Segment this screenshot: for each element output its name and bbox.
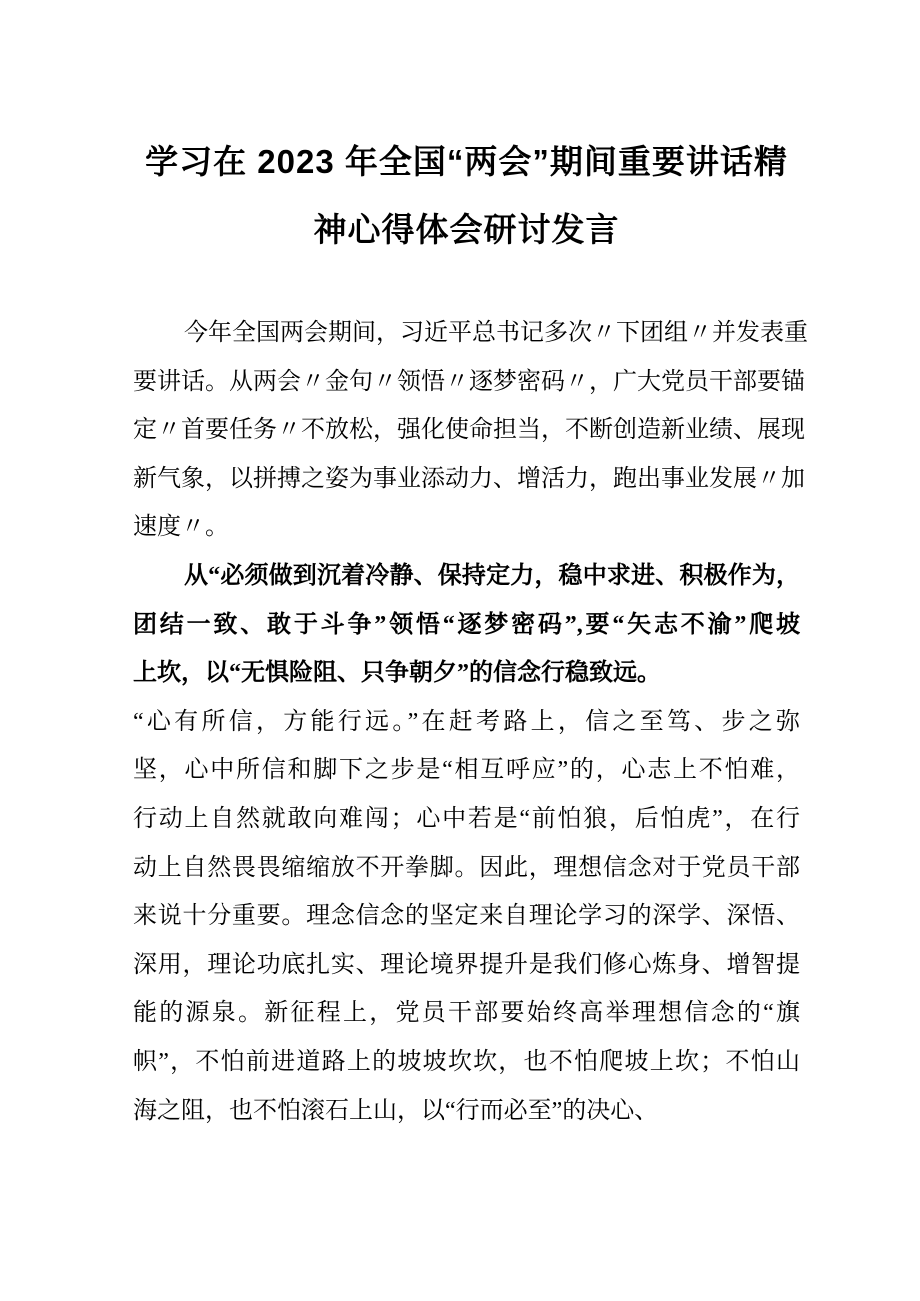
paragraph-3	[133, 698, 800, 1135]
body-line: 团结一致、敢于斗争”领悟“逐梦密码”,要“矢志不渝”爬坡	[133, 611, 800, 638]
document-title-line-1: 学习在 2023 年全国“两会”期间重要讲话精	[145, 143, 788, 180]
document-title-line-2: 神心得体会研讨发言	[313, 211, 620, 248]
paragraph-2-bold	[133, 552, 800, 698]
document-body	[133, 309, 808, 1135]
body-line: 动上自然畏畏缩缩放不开拳脚。因此，理想信念对于党员干部	[133, 854, 800, 881]
body-line: 海之阻，也不怕滚石上山，以“行而必至”的决心、	[133, 1097, 659, 1124]
body-line: “心有所信，方能行远。”在赶考路上，信之至笃、步之弥	[133, 708, 800, 735]
document-content	[133, 128, 808, 1135]
document-title	[133, 128, 800, 264]
body-line: 定〃首要任务〃不放松，强化使命担当，不断创造新业绩、展现	[133, 417, 805, 444]
body-line: 来说十分重要。理念信念的坚定来自理论学习的深学、深悟、	[133, 903, 800, 930]
body-line: 速度〃。	[133, 514, 229, 541]
body-line: 能的源泉。新征程上，党员干部要始终高举理想信念的“旗	[133, 1000, 800, 1027]
body-line: 今年全国两会期间，习近平总书记多次〃下团组〃并发表重	[184, 320, 808, 346]
body-line: 坚，心中所信和脚下之步是“相互呼应”的，心志上不怕难，	[133, 757, 800, 784]
body-line: 要讲话。从两会〃金句〃领悟〃逐梦密码〃，广大党员干部要锚	[133, 368, 805, 395]
body-line: 上坎，以“无惧险阻、只争朝夕”的信念行稳致远。	[133, 660, 661, 687]
body-line: 帜”，不怕前进道路上的坡坡坎坎，也不怕爬坡上坎；不怕山	[133, 1048, 800, 1075]
body-line: 从“必须做到沉着冷静、保持定力，稳中求进、积极作为，	[184, 562, 800, 589]
body-line: 行动上自然就敢向难闯；心中若是“前怕狼，后怕虎”，在行	[133, 805, 800, 832]
body-line: 新气象，以拼搏之姿为事业添动力、增活力，跑出事业发展〃加	[133, 465, 805, 492]
body-line: 深用，理论功底扎实、理论境界提升是我们修心炼身、增智提	[133, 951, 800, 978]
paragraph-1	[133, 309, 808, 552]
